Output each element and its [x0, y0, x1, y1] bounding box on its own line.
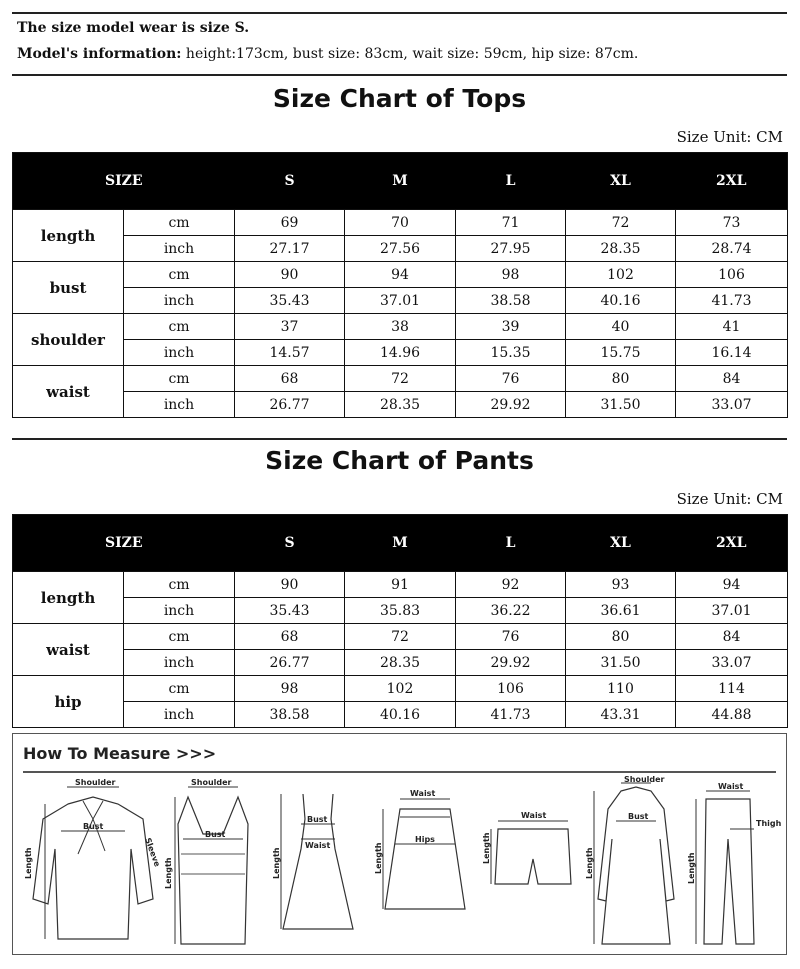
size-value-cell: 36.22	[456, 598, 566, 624]
dress-illustration	[273, 779, 363, 949]
model-size-note: The size model wear is size S.	[17, 20, 250, 36]
table-row	[13, 650, 788, 676]
tops-unit: Size Unit: CM	[676, 128, 783, 146]
size-value-cell: 31.50	[566, 392, 676, 418]
size-value-cell: 41.73	[456, 702, 566, 728]
size-value-cell: 84	[676, 366, 788, 392]
unit-label: cm	[124, 572, 235, 598]
unit-label: cm	[124, 366, 235, 392]
how-to-measure-rule	[23, 771, 776, 773]
measurement-label: shoulder	[13, 314, 124, 366]
size-value-cell: 44.88	[676, 702, 788, 728]
size-value-cell: 37	[235, 314, 345, 340]
pants-unit: Size Unit: CM	[676, 490, 783, 508]
size-value-cell: 72	[345, 624, 456, 650]
size-header-cell: 2XL	[676, 153, 788, 210]
size-value-cell: 84	[676, 624, 788, 650]
dress-bust-label: Bust	[307, 815, 328, 824]
unit-label: cm	[124, 210, 235, 236]
pants-length-label: Length	[687, 852, 696, 884]
measurement-label: bust	[13, 262, 124, 314]
size-value-cell: 43.31	[566, 702, 676, 728]
size-value-cell: 92	[456, 572, 566, 598]
size-value-cell: 80	[566, 366, 676, 392]
table-row	[13, 340, 788, 366]
size-value-cell: 41	[676, 314, 788, 340]
table-row	[13, 624, 788, 650]
size-header-cell: M	[345, 515, 456, 572]
size-value-cell: 98	[456, 262, 566, 288]
size-value-cell: 27.95	[456, 236, 566, 262]
size-value-cell: 110	[566, 676, 676, 702]
size-value-cell: 80	[566, 624, 676, 650]
size-header-cell: S	[235, 153, 345, 210]
size-value-cell: 37.01	[676, 598, 788, 624]
camisole-shoulder-label: Shoulder	[191, 778, 232, 787]
blouse-illustration	[23, 779, 163, 949]
size-value-cell: 68	[235, 366, 345, 392]
how-to-measure-title: How To Measure >>>	[23, 744, 217, 763]
measurement-label: hip	[13, 676, 124, 728]
size-value-cell: 40.16	[566, 288, 676, 314]
pants-section	[12, 446, 787, 508]
coat-length-label: Length	[585, 847, 594, 879]
size-value-cell: 94	[345, 262, 456, 288]
pants-illustration	[688, 779, 783, 949]
blouse-sleeve-label: Sleeve	[143, 836, 162, 868]
unit-label: cm	[124, 262, 235, 288]
measurement-label: length	[13, 210, 124, 262]
size-value-cell: 91	[345, 572, 456, 598]
size-value-cell: 39	[456, 314, 566, 340]
size-value-cell: 106	[456, 676, 566, 702]
coat-shoulder-label: Shoulder	[624, 775, 665, 784]
size-header-cell: S	[235, 515, 345, 572]
size-value-cell: 14.96	[345, 340, 456, 366]
size-column-header: SIZE	[13, 153, 235, 210]
table-header-row	[13, 515, 788, 572]
shorts-length-label: Length	[482, 832, 491, 864]
table-row	[13, 314, 788, 340]
shorts-illustration	[483, 779, 583, 949]
how-to-measure-panel	[12, 733, 787, 955]
camisole-illustration	[163, 779, 263, 949]
size-value-cell: 26.77	[235, 392, 345, 418]
pants-thigh-label: Thigh	[756, 819, 782, 828]
size-value-cell: 33.07	[676, 650, 788, 676]
size-value-cell: 27.56	[345, 236, 456, 262]
table-row	[13, 210, 788, 236]
model-info-line	[17, 46, 638, 62]
camisole-length-label: Length	[164, 857, 173, 889]
section-divider	[12, 438, 787, 440]
size-value-cell: 71	[456, 210, 566, 236]
size-value-cell: 40	[566, 314, 676, 340]
measurement-label: length	[13, 572, 124, 624]
unit-label: inch	[124, 392, 235, 418]
shorts-waist-label: Waist	[521, 811, 547, 820]
size-value-cell: 35.43	[235, 598, 345, 624]
unit-label: inch	[124, 702, 235, 728]
size-value-cell: 68	[235, 624, 345, 650]
size-value-cell: 36.61	[566, 598, 676, 624]
size-value-cell: 93	[566, 572, 676, 598]
table-row	[13, 702, 788, 728]
size-value-cell: 106	[676, 262, 788, 288]
skirt-hips-label: Hips	[415, 835, 435, 844]
table-row	[13, 572, 788, 598]
unit-label: cm	[124, 676, 235, 702]
measurement-label: waist	[13, 366, 124, 418]
size-value-cell: 72	[345, 366, 456, 392]
size-value-cell: 38.58	[456, 288, 566, 314]
table-header-row	[13, 153, 788, 210]
size-header-cell: L	[456, 153, 566, 210]
size-value-cell: 73	[676, 210, 788, 236]
size-header-cell: M	[345, 153, 456, 210]
size-value-cell: 70	[345, 210, 456, 236]
pants-waist-label: Waist	[718, 782, 744, 791]
model-info-label: Model's information:	[17, 46, 182, 62]
tops-size-table	[12, 152, 788, 418]
size-value-cell: 76	[456, 366, 566, 392]
skirt-illustration	[375, 779, 475, 949]
size-value-cell: 72	[566, 210, 676, 236]
size-value-cell: 114	[676, 676, 788, 702]
unit-label: inch	[124, 650, 235, 676]
size-value-cell: 28.35	[345, 392, 456, 418]
size-value-cell: 102	[566, 262, 676, 288]
size-value-cell: 26.77	[235, 650, 345, 676]
size-value-cell: 31.50	[566, 650, 676, 676]
size-value-cell: 98	[235, 676, 345, 702]
size-header-cell: XL	[566, 515, 676, 572]
size-value-cell: 69	[235, 210, 345, 236]
coat-bust-label: Bust	[628, 812, 649, 821]
size-header-cell: L	[456, 515, 566, 572]
size-value-cell: 28.35	[566, 236, 676, 262]
unit-label: cm	[124, 314, 235, 340]
skirt-waist-label: Waist	[410, 789, 436, 798]
size-value-cell: 102	[345, 676, 456, 702]
blouse-shoulder-label: Shoulder	[75, 778, 116, 787]
table-row	[13, 366, 788, 392]
size-column-header: SIZE	[13, 515, 235, 572]
size-value-cell: 16.14	[676, 340, 788, 366]
unit-label: inch	[124, 340, 235, 366]
size-value-cell: 90	[235, 262, 345, 288]
model-info-box	[12, 12, 787, 76]
blouse-length-label: Length	[24, 847, 33, 879]
size-value-cell: 35.43	[235, 288, 345, 314]
pants-size-table	[12, 514, 788, 728]
unit-label: cm	[124, 624, 235, 650]
size-header-cell: XL	[566, 153, 676, 210]
size-value-cell: 28.35	[345, 650, 456, 676]
size-value-cell: 33.07	[676, 392, 788, 418]
size-value-cell: 29.92	[456, 392, 566, 418]
measurement-label: waist	[13, 624, 124, 676]
table-row	[13, 262, 788, 288]
pants-title: Size Chart of Pants	[265, 446, 534, 475]
coat-illustration	[585, 775, 686, 949]
table-row	[13, 392, 788, 418]
size-value-cell: 15.35	[456, 340, 566, 366]
size-value-cell: 35.83	[345, 598, 456, 624]
blouse-bust-label: Bust	[83, 822, 104, 831]
size-value-cell: 38	[345, 314, 456, 340]
unit-label: inch	[124, 598, 235, 624]
size-value-cell: 76	[456, 624, 566, 650]
table-row	[13, 236, 788, 262]
dress-length-label: Length	[272, 847, 281, 879]
table-row	[13, 288, 788, 314]
table-row	[13, 676, 788, 702]
size-value-cell: 40.16	[345, 702, 456, 728]
tops-section	[12, 84, 787, 146]
size-value-cell: 90	[235, 572, 345, 598]
table-row	[13, 598, 788, 624]
size-value-cell: 94	[676, 572, 788, 598]
size-value-cell: 14.57	[235, 340, 345, 366]
size-value-cell: 37.01	[345, 288, 456, 314]
tops-title: Size Chart of Tops	[272, 84, 527, 113]
size-value-cell: 29.92	[456, 650, 566, 676]
size-header-cell: 2XL	[676, 515, 788, 572]
size-value-cell: 38.58	[235, 702, 345, 728]
size-value-cell: 28.74	[676, 236, 788, 262]
camisole-bust-label: Bust	[205, 830, 226, 839]
size-value-cell: 41.73	[676, 288, 788, 314]
model-info-text: height:173cm, bust size: 83cm, wait size: 59cm, hip size: 87cm.	[181, 46, 639, 62]
skirt-length-label: Length	[374, 842, 383, 874]
size-value-cell: 27.17	[235, 236, 345, 262]
unit-label: inch	[124, 236, 235, 262]
unit-label: inch	[124, 288, 235, 314]
size-value-cell: 15.75	[566, 340, 676, 366]
dress-waist-label: Waist	[305, 841, 331, 850]
